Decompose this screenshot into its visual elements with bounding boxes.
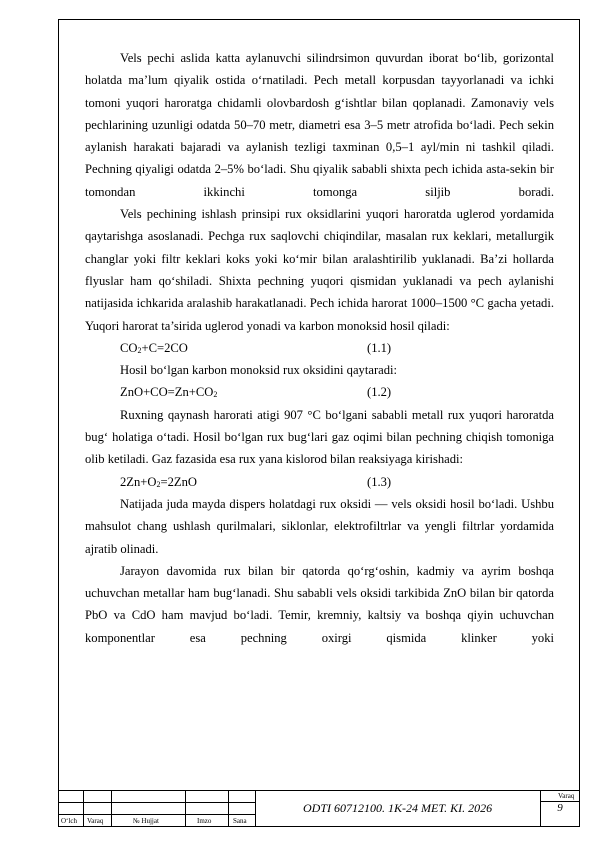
- line-after-formula-1: Hosil bo‘lgan karbon monoksid rux oksidini qaytaradi:: [120, 363, 398, 378]
- col-hujjat-label: № Hujjat: [133, 817, 159, 825]
- paragraph-5: Jarayon davomida rux bilan bir qatorda qo‘rg‘oshin, kadmiy va ayrim boshqa uchuvchan metallar ham bug‘lanadi. Shu sababli vels oksidi tarkibida ZnO bilan bir qatorda PbO va CdO ham mavjud bo‘ladi. Temir, kremniy, kaltsiy va boshqa qiyin uchuvchan komponentlar esa pechning oxirgi qismida klinker yoki: [85, 563, 554, 645]
- col-olch-label: O‘lch: [61, 817, 77, 825]
- document-code: ODTI 60712100. 1K-24 MET. KI. 2026: [303, 801, 493, 815]
- sheet-number: 9: [557, 802, 563, 814]
- formula-1: $CO_2+C=2CO$ (1.1): [85, 337, 554, 359]
- col-sana-label: Sana: [233, 817, 247, 825]
- paragraph-3: Ruxning qaynash harorati atigi 907 °C bo‘lgani sababli metall rux yuqori haroratda bug‘ holatiga o‘tadi. Hosil bo‘lgan rux bug‘lari gaz oqimi bilan pechning chiqish tomoniga olib ketiladi. Gaz fazasida esa rux yana kislorod bilan reaksiyaga kirishadi:: [85, 407, 554, 467]
- formula-3-number: (1.3): [367, 474, 392, 489]
- title-block: [58, 790, 580, 827]
- paragraph-1: Vels pechi aslida katta aylanuvchi silindrsimon quvurdan iborat bo‘lib, gorizontal holatda ma’lum qiyalik ostida o‘rnatiladi. Pech metall korpusdan tayyorlanadi va ichki tomoni yuqori haroratga chidamli olovbardosh g‘ishtlar bilan qoplanadi. Zamonaviy vels pechlarining uzunligi odatda 50–70 metr, diametri esa 3–5 metr atrofida bo‘ladi. Pech sekin aylanish harakati bajaradi va aylanish tezligi taxminan 0,5–1 ayl/min ni tashkil qiladi. Pechning qiyaligi odatda 2–5% bo‘ladi. Shu qiyalik sababli shixta pech ichida asta-sekin bir tomondan ikkinchi tomonga siljib boradi.: [85, 51, 554, 199]
- formula-3: $2Zn+O_2=2ZnO$ (1.3): [85, 471, 554, 493]
- paragraph-2: Vels pechining ishlash prinsipi rux oksidlarini yuqori haroratda uglerod yordamida qaytarishga asoslanadi. Pechga rux saqlovchi chiqindilar, masalan rux keklari, metallurgik changlar yoki filtr keklari koks yoki ko‘mir bilan aralashtirilib yuklanadi. Ba’zi hollarda flyuslar ham qo‘shiladi. Shixta pechning yuqori qismidan yuklanadi va pech aylanishi natijasida ichkarida aralashib harakatlanadi. Pech ichida harorat 1000–1500 °C gacha yetadi. Yuqori harorat ta’sirida uglerod yonadi va karbon monoksid hosil qiladi:: [85, 207, 554, 333]
- formula-1-number: (1.1): [367, 340, 392, 355]
- formula-2-number: (1.2): [367, 385, 392, 400]
- paragraph-4: Natijada juda mayda dispers holatdagi rux oksidi — vels oksidi hosil bo‘ladi. Ushbu mahsulot chang ushlash qurilmalari, siklonlar, elektrofiltrlar va yengli filtrlar yordamida ajratib olinadi.: [85, 496, 554, 556]
- formula-2: $ZnO+CO=Zn+CO_2$ (1.2): [85, 381, 554, 403]
- document-body: [85, 47, 554, 649]
- col-imzo-label: Imzo: [197, 817, 212, 825]
- sheet-label: Varaq: [558, 792, 575, 800]
- col-varaq-label: Varaq: [87, 817, 104, 825]
